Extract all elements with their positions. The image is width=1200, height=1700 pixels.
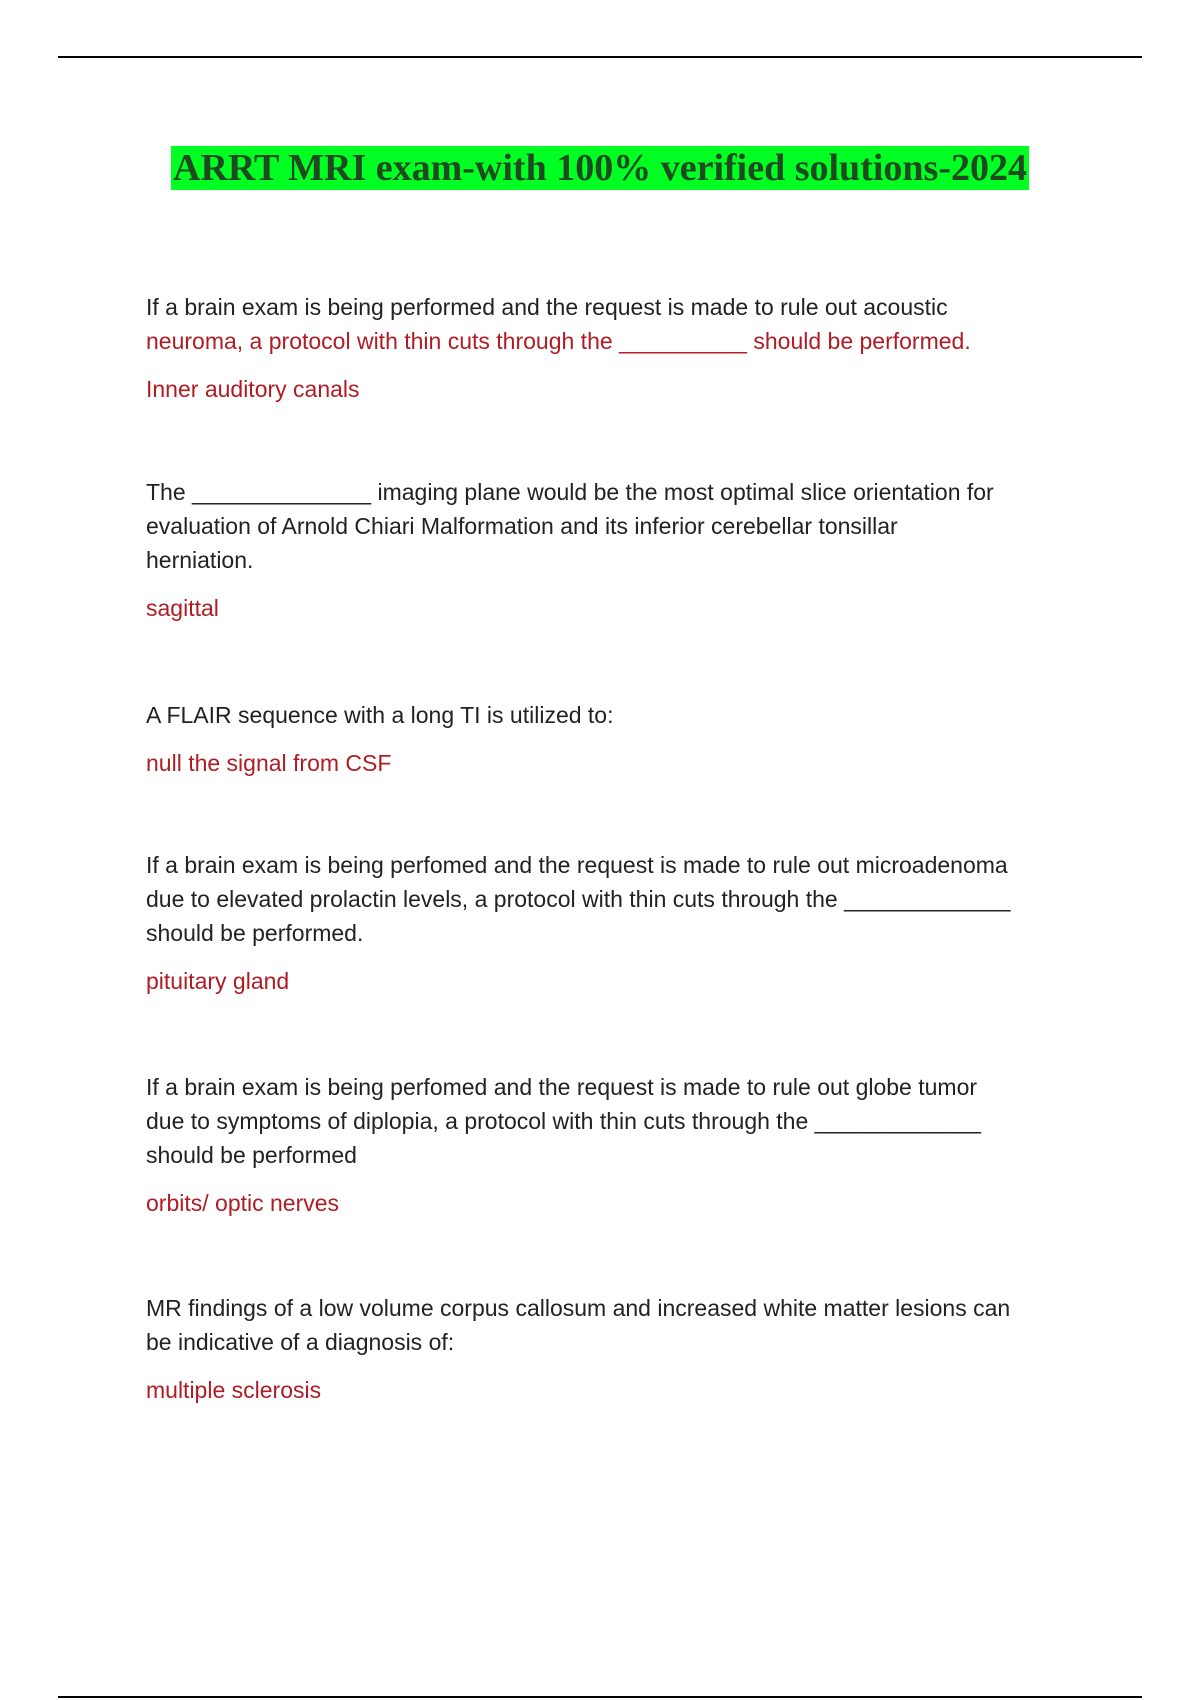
question-text — [146, 698, 1066, 732]
question-line: The ______________ imaging plane would be the most optimal slice orientation for — [146, 479, 994, 505]
answer-text: sagittal — [146, 595, 219, 621]
answer-text: null the signal from CSF — [146, 750, 392, 776]
answer-text: Inner auditory canals — [146, 376, 360, 402]
title-wrap — [0, 146, 1200, 190]
question-line: If a brain exam is being perfomed and the request is made to rule out microadenoma — [146, 852, 1008, 878]
question-text — [146, 1070, 1066, 1172]
question-line: due to elevated prolactin levels, a protocol with thin cuts through the _____________ — [146, 886, 1011, 912]
qa-item-3 — [146, 698, 1066, 778]
question-line: A FLAIR sequence with a long TI is utilized to: — [146, 702, 614, 728]
document-title: ARRT MRI exam-with 100% verified solutions-2024 — [173, 147, 1027, 189]
top-rule — [58, 56, 1142, 58]
qa-item-6 — [146, 1291, 1066, 1405]
question-line: herniation. — [146, 547, 254, 573]
answer-text: multiple sclerosis — [146, 1377, 322, 1403]
question-line: If a brain exam is being performed and the request is made to rule out acoustic — [146, 294, 948, 320]
question-line: If a brain exam is being perfomed and the request is made to rule out globe tumor — [146, 1074, 978, 1100]
bottom-rule — [58, 1696, 1142, 1698]
qa-item-2 — [146, 475, 1066, 623]
question-line: should be performed — [146, 1142, 357, 1168]
answer-text: orbits/ optic nerves — [146, 1190, 340, 1216]
question-text — [146, 290, 1066, 358]
question-line: should be performed. — [146, 920, 364, 946]
question-line: neuroma, a protocol with thin cuts through the __________ should be performed. — [146, 328, 971, 354]
question-line: be indicative of a diagnosis of: — [146, 1329, 455, 1355]
question-text — [146, 848, 1066, 950]
question-text — [146, 475, 1066, 577]
answer-text: pituitary gland — [146, 968, 290, 994]
question-line: evaluation of Arnold Chiari Malformation and its inferior cerebellar tonsillar — [146, 513, 898, 539]
qa-item-4 — [146, 848, 1066, 996]
question-line: due to symptoms of diplopia, a protocol with thin cuts through the _____________ — [146, 1108, 981, 1134]
qa-item-1 — [146, 290, 1066, 404]
question-line: MR findings of a low volume corpus callosum and increased white matter lesions can — [146, 1295, 1011, 1321]
qa-item-5 — [146, 1070, 1066, 1218]
question-text — [146, 1291, 1066, 1359]
